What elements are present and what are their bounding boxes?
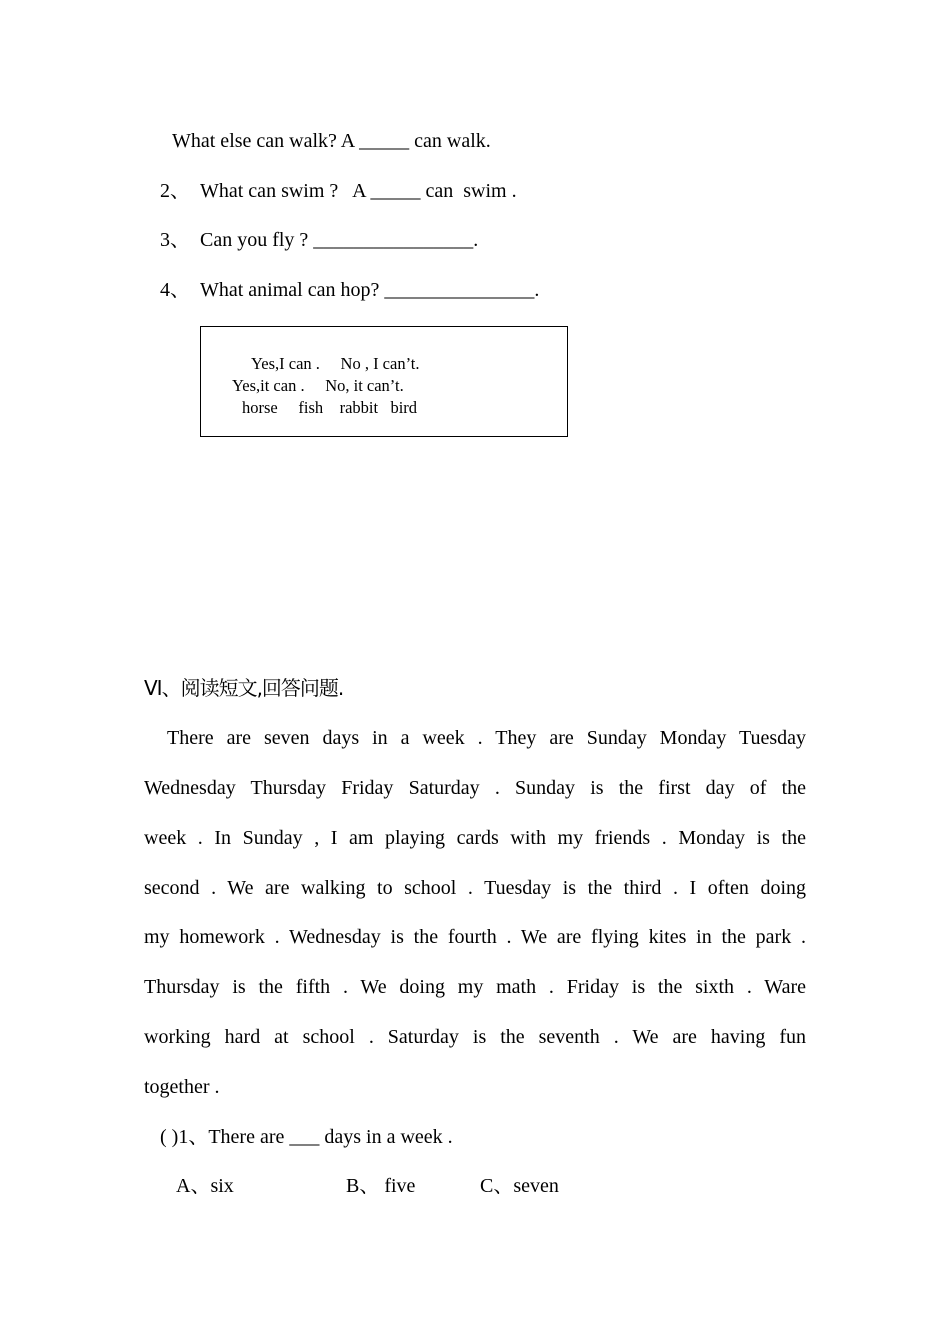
question-3: 3、 Can you fly ? ________________. <box>160 229 479 251</box>
passage-line: week . In Sunday , I am playing cards with my friends . Monday is the <box>144 827 806 849</box>
passage-line: There are seven days in a week . They are Sunday Monday Tuesday <box>167 727 806 749</box>
option-b: B、 five <box>346 1175 416 1197</box>
passage-line: Thursday is the fifth . We doing my math . Friday is the sixth . Ware <box>144 976 806 998</box>
question-4: 4、 What animal can hop? _______________. <box>160 279 540 301</box>
passage-line: together . <box>144 1076 220 1098</box>
word-box <box>200 326 568 437</box>
reading-question-1: ( )1、There are ___ days in a week . <box>160 1126 453 1148</box>
word-box-line: Yes,I can . No , I can’t. <box>251 354 420 373</box>
passage-line: working hard at school . Saturday is the seventh . We are having fun <box>144 1026 806 1048</box>
passage-line: second . We are walking to school . Tuesday is the third . I often doing <box>144 877 806 899</box>
passage-line: my homework . Wednesday is the fourth . We are flying kites in the park . <box>144 926 806 948</box>
option-a: A、six <box>176 1175 234 1197</box>
option-c: C、seven <box>480 1175 559 1197</box>
question-walk: What else can walk? A _____ can walk. <box>172 130 491 152</box>
section-heading: VI、阅读短文,回答问题. <box>144 676 344 700</box>
word-box-line: horse fish rabbit bird <box>242 398 418 417</box>
passage-line: Wednesday Thursday Friday Saturday . Sunday is the first day of the <box>144 777 806 799</box>
question-2: 2、 What can swim ? A _____ can swim . <box>160 180 517 202</box>
word-box-line: Yes,it can . No, it can’t. <box>232 376 404 395</box>
